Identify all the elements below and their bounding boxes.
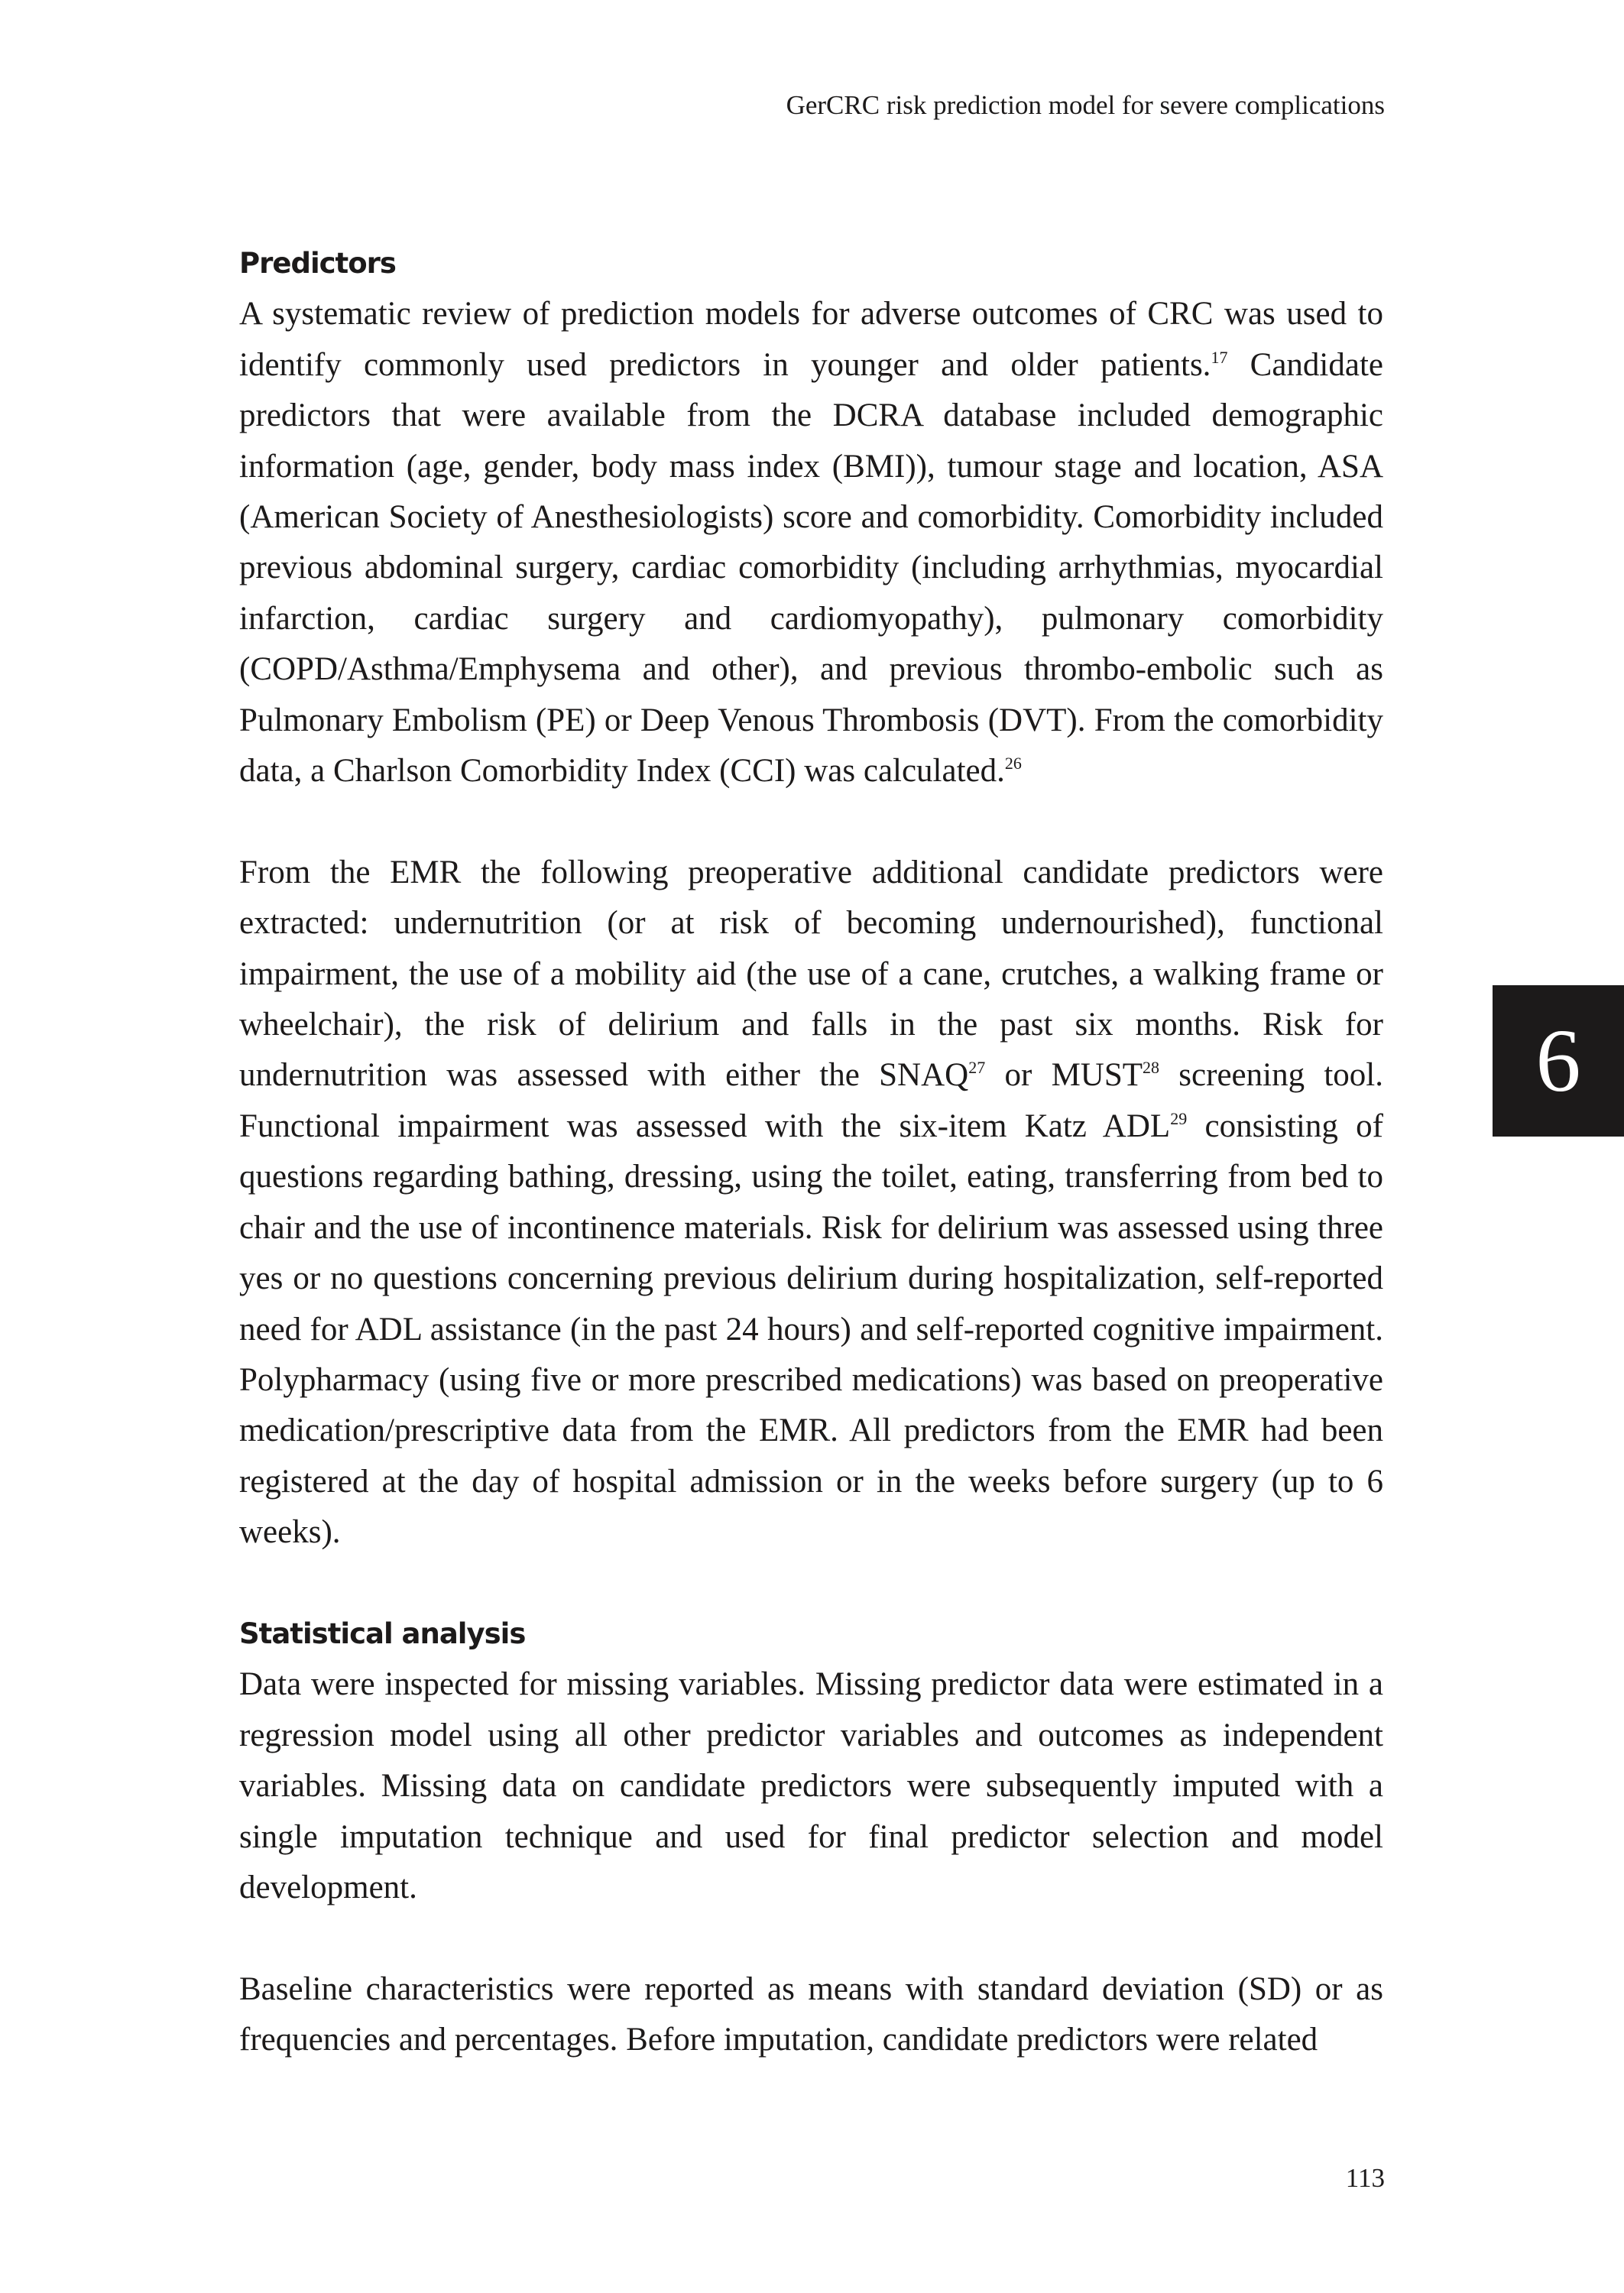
running-head: GerCRC risk prediction model for severe complications <box>786 90 1385 120</box>
chapter-tab <box>1493 985 1624 1137</box>
citation-ref: 29 <box>1170 1108 1188 1128</box>
section-predictors <box>239 238 1383 1558</box>
citation-ref: 26 <box>1004 754 1022 774</box>
text-run: Candidate predictors that were available from the DCRA database included demographic information (age, gender, body mass index (BMI)), tumour stage and location, ASA (American Society of Anesthesiologists) score and comorbidity. Comorbidity included previous abdominal surgery, cardiac comorbidity (including arrhythmias, myocardial infarction, cardiac surgery and cardiomyopathy), pulmonary comorbidity (COPD/Asthma/Emphysema and other), and previous thrombo-embolic such as Pulmonary Embolism (PE) or Deep Venous Thrombosis (DVT). From the comorbidity data, a Charlson Comorbidity Index (CCI) was calculated. <box>239 346 1383 790</box>
citation-ref: 17 <box>1211 347 1228 367</box>
citation-ref: 28 <box>1143 1058 1160 1078</box>
paragraph: Baseline characteristics were reported as means with standard deviation (SD) or as frequencies and percentages. Before imputation, candidate predictors were related <box>239 1970 1383 2058</box>
chapter-number: 6 <box>1535 1010 1581 1111</box>
section-statistical-analysis <box>239 1609 1383 2066</box>
paragraph: Data were inspected for missing variables. Missing predictor data were estimated in a regression model using all other predictor variables and outcomes as independent variables. Missing data on candidate predictors were subsequently imputed with a single imputation technique and used for final predictor selection and model development. <box>239 1666 1383 1905</box>
text-run: A systematic review of prediction models for adverse outcomes of CRC was used to identify commonly used predictors in younger and older patients. <box>239 296 1383 383</box>
paragraph <box>239 289 1383 796</box>
paragraph <box>239 848 1383 1558</box>
text-run: screening tool. Functional impairment was assessed with the six-item Katz ADL <box>239 1057 1383 1144</box>
text-run: or MUST <box>985 1057 1143 1094</box>
section-heading: Statistical analysis <box>239 1617 526 1650</box>
section-heading: Predictors <box>239 247 396 280</box>
text-run: consisting of questions regarding bathing, dressing, using the toilet, eating, transferring from bed to chair and the use of incontinence materials. Risk for delirium was assessed using three yes or no questions concerning previous delirium during hospitalization, self-reported need for ADL assistance (in the past 24 hours) and self-reported cognitive impairment. Polypharmacy (using five or more prescribed medications) was based on preoperative medication/prescriptive data from the EMR. All predictors from the EMR had been registered at the day of hospital admission or in the weeks before surgery (up to 6 weeks). <box>239 1108 1383 1551</box>
text-run: From the EMR the following preoperative additional candidate predictors were extracted: undernutrition (or at risk of becoming undernourished), functional impairment, the use of a mobility aid (the use of a cane, crutches, a walking frame or wheelchair), the risk of delirium and falls in the past six months. Risk for undernutrition was assessed with either the SNAQ <box>239 854 1383 1094</box>
citation-ref: 27 <box>968 1058 986 1078</box>
page-number: 113 <box>1345 2163 1385 2193</box>
page-body <box>239 238 1383 2066</box>
